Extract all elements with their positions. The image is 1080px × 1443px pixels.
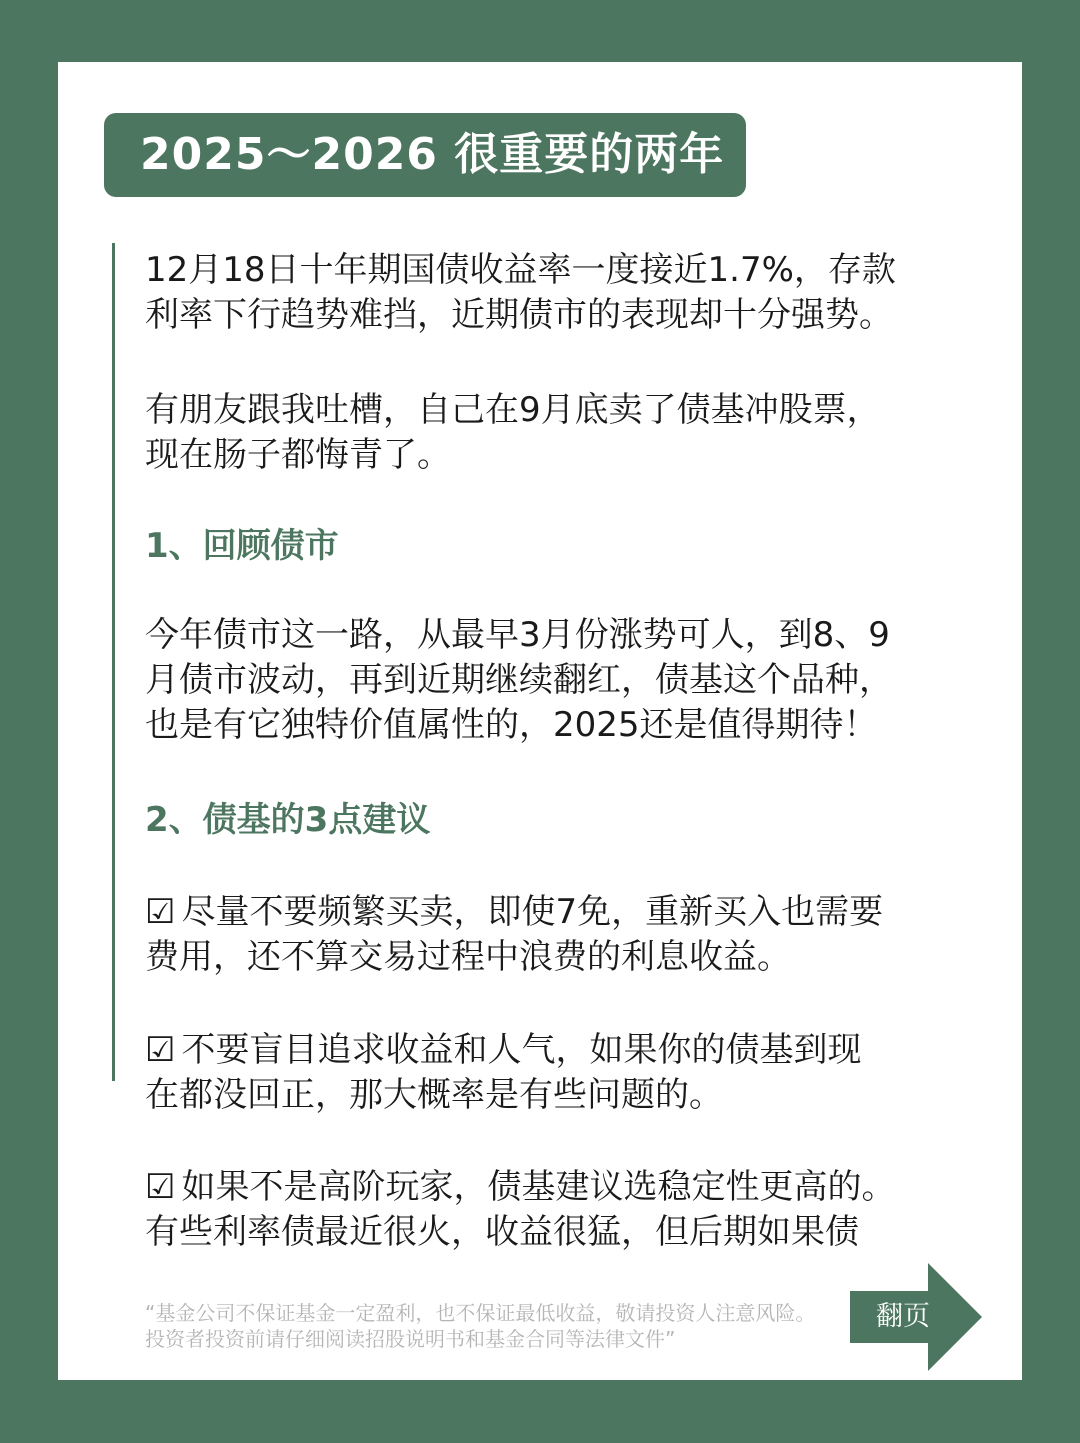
checkbox-icon: ☑ <box>145 892 176 932</box>
paragraph-friend <box>145 388 881 478</box>
paragraph-intro <box>145 248 896 338</box>
tip-item <box>145 890 883 980</box>
tip-text: 不要盲目追求收益和人气，如果你的债基到现 <box>181 1030 862 1070</box>
tip-line <box>145 890 883 935</box>
tip-line: 有些利率债最近很火，收益很猛，但后期如果债 <box>145 1212 859 1252</box>
tip-item <box>145 1028 861 1118</box>
checkbox-icon: ☑ <box>145 1030 176 1070</box>
risk-disclaimer <box>145 1300 845 1352</box>
section-heading-tips: 2、债基的3点建议 <box>145 800 431 840</box>
paragraph-line: 月债市波动，再到近期继续翻红，债基这个品种， <box>145 660 893 700</box>
paragraph-line: 今年债市这一路，从最早3月份涨势可人，到8、9 <box>145 615 890 655</box>
section-heading-review: 1、回顾债市 <box>145 526 339 566</box>
tip-line <box>145 1028 861 1073</box>
tip-item <box>145 1165 895 1255</box>
next-page-button[interactable] <box>850 1263 982 1371</box>
tip-text: 如果不是高阶玩家，债基建议选稳定性更高的。 <box>181 1167 896 1207</box>
disclaimer-line: 投资者投资前请仔细阅读招股说明书和基金合同等法律文件” <box>145 1327 676 1351</box>
disclaimer-line: “基金公司不保证基金一定盈利，也不保证最低收益，敬请投资人注意风险。 <box>145 1301 816 1325</box>
paragraph-line: 12月18日十年期国债收益率一度接近1.7%，存款 <box>145 250 896 290</box>
paragraph-line: 现在肠子都悔青了。 <box>145 435 451 475</box>
side-accent-rule <box>112 243 115 1081</box>
tip-line <box>145 1165 895 1210</box>
page-title: 2025～2026 很重要的两年 <box>104 113 746 197</box>
next-page-label: 翻页 <box>876 1301 930 1332</box>
paragraph-line: 利率下行趋势难挡，近期债市的表现却十分强势。 <box>145 295 893 335</box>
tip-text: 尽量不要频繁买卖，即使7免，重新买入也需要 <box>181 892 884 932</box>
checkbox-icon: ☑ <box>145 1167 176 1207</box>
tip-line: 在都没回正，那大概率是有些问题的。 <box>145 1075 723 1115</box>
tip-line: 费用，还不算交易过程中浪费的利息收益。 <box>145 937 791 977</box>
paragraph-line: 也是有它独特价值属性的，2025还是值得期待！ <box>145 705 878 745</box>
paragraph-review <box>145 613 893 748</box>
paragraph-line: 有朋友跟我吐槽，自己在9月底卖了债基冲股票， <box>145 390 881 430</box>
